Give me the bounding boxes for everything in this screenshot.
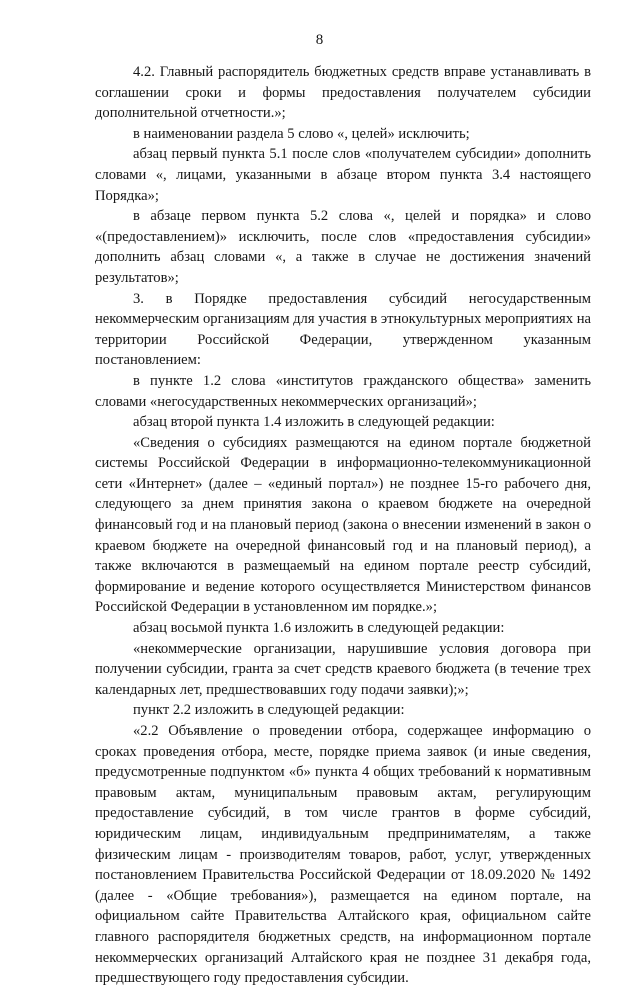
paragraph-point-1-4: абзац второй пункта 1.4 изложить в следующей редакции: <box>133 414 495 431</box>
paragraph-4-2: 4.2. Главный распорядитель бюджетных средств вправе устанавливать в соглашении сроки и формы предоставления получателем субсидии дополнительной отчетности.»; <box>95 64 591 122</box>
paragraph-point-1-2: в пункте 1.2 слова «институтов гражданского общества» заменить словами «негосударственных некоммерческих организаций»; <box>95 372 591 410</box>
paragraph-selection-announcement: «2.2 Объявление о проведении отбора, содержащее информацию о сроках проведения отбора, месте, порядке приема заявок (и иные сведения, предусмотренные подпунктом «б» пункта 4 общих требований к нормативным правовым актам, муниципальным правовым актам, регулирующим предоставление субсидий, в том числе грантов в форме субсидий, юридическим лицам, индивидуальным предпринимателям, а также физическим лицам - производителям товаров, работ, услуг, утвержденных постановлением Правительства Российской Федерации от 18.09.2020 № 1492 (далее - «Общие требования»), размещается на едином портале, на официальном сайте Правительства Алтайского края, официальном сайте главного распорядителя бюджетных средств, на информационном портале некоммерческих организаций Алтайского края не позднее 31 декабря года, предшествующего году предоставления субсидии. <box>95 723 591 987</box>
paragraph-point-2-2: пункт 2.2 изложить в следующей редакции: <box>133 702 405 719</box>
paragraph-subsidy-info: «Сведения о субсидиях размещаются на едином портале бюджетной системы Российской Федерации в информационно-телекоммуникационной сети «Интернет» (далее – «единый портал») не позднее 15-го рабочего дня, следующего за днем принятия закона о краевом бюджете на очередной финансовый год и на плановый период (закона о внесении изменений в закон о краевом бюджете на очередной финансовый год и на плановый период), а также включаются в размещаемый на едином портале реестр субсидий, формирование и ведение которого осуществляется Министерством финансов Российской Федерации в установленном им порядке.»; <box>95 434 591 616</box>
paragraph-noncommercial-orgs: «некоммерческие организации, нарушившие условия договора при получении субсидии, гранта за счет средств краевого бюджета (в течение трех календарных лет, предшествовавших году подачи заявки);»; <box>95 640 591 698</box>
paragraph-section-5-name: в наименовании раздела 5 слово «, целей» исключить; <box>133 125 470 142</box>
paragraph-item-3: 3. в Порядке предоставления субсидий негосударственным некоммерческим организациям для участия в этнокультурных мероприятиях на территории Российской Федерации, утвержденном указанным постановлением: <box>95 290 591 369</box>
paragraph-point-5-2: в абзаце первом пункта 5.2 слова «, целей и порядка» и слово «(предоставлением)» исключить, после слов «предоставления субсидии» дополнить абзац словами «, а также в случае не достижения значений результатов»; <box>95 208 591 286</box>
paragraph-point-5-1: абзац первый пункта 5.1 после слов «получателем субсидии» дополнить словами «, лицами, указанными в абзаце втором пункта 3.4 настоящего Порядка»; <box>95 146 591 204</box>
paragraph-point-1-6: абзац восьмой пункта 1.6 изложить в следующей редакции: <box>133 620 505 637</box>
document-body <box>95 62 591 989</box>
page-number: 8 <box>315 32 324 48</box>
